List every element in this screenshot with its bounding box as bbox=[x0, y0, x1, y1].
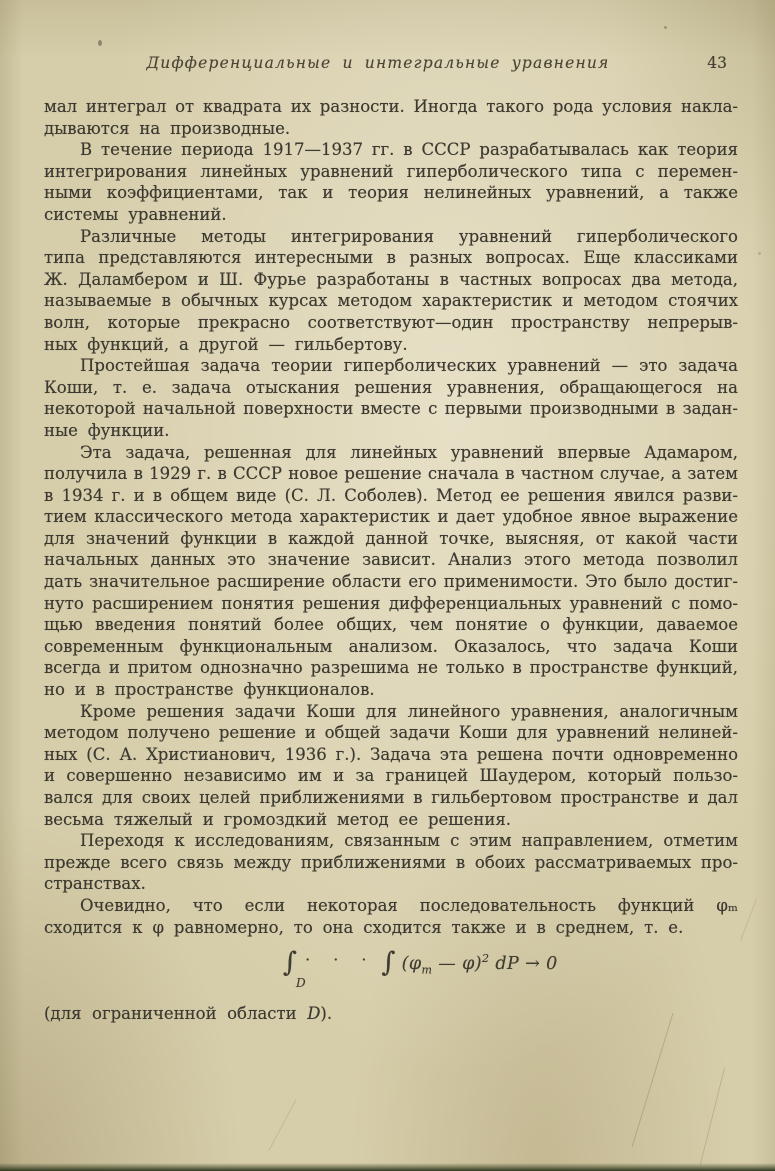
text-line: Кроме решения задачи Коши для линейного уравнения, аналогичным bbox=[80, 701, 738, 721]
text-line: тием классического метода характеристик и дает удобное явное выражение bbox=[44, 507, 738, 527]
display-formula bbox=[283, 948, 558, 998]
scratch-mark bbox=[700, 1067, 725, 1164]
text-line: нуто расширением понятия решения дифференциальных уравнений с помо- bbox=[44, 593, 738, 613]
text-line: типа представляются интересными в разных вопросах. Еще классиками bbox=[44, 248, 738, 268]
text-line: странствах. bbox=[44, 874, 146, 894]
domain-variable: D bbox=[307, 1004, 321, 1023]
closing-note: (для ограниченной области D). bbox=[44, 1004, 333, 1023]
text-line: Очевидно, что если некоторая последовательность функций φₘ bbox=[80, 895, 738, 915]
formula-dots: · · · bbox=[305, 950, 376, 969]
integral-sign: ∫ bbox=[381, 947, 396, 978]
text-line: называемые в обычных курсах методом характеристик и методом стоячих bbox=[44, 291, 738, 311]
paragraph bbox=[44, 355, 738, 441]
paragraph bbox=[44, 139, 738, 225]
scratch-mark bbox=[268, 1099, 296, 1151]
ink-speck bbox=[664, 26, 667, 29]
text-line: Переходя к исследованиям, связанным с этим направлением, отметим bbox=[80, 831, 738, 851]
scratch-mark bbox=[632, 1013, 674, 1147]
ink-speck bbox=[758, 252, 761, 255]
text-line: волн, которые прекрасно соответствуют—один пространству непрерыв- bbox=[44, 312, 738, 332]
text-line: но и в пространстве функционалов. bbox=[44, 680, 375, 700]
text-line: ных функций, а другой — гильбертову. bbox=[44, 334, 408, 354]
integral-domain-label: D bbox=[296, 976, 306, 990]
text-line: интегрирования линейных уравнений гиперболического типа с перемен- bbox=[44, 161, 738, 181]
text-line: вался для своих целей приближениями в гильбертовом пространстве и дал bbox=[44, 788, 738, 807]
text-line: прежде всего связь между приближениями в обоих рассматриваемых про- bbox=[44, 852, 738, 872]
text-line: некоторой начальной поверхности вместе с первыми производными в задан- bbox=[44, 399, 738, 419]
page-bottom-edge bbox=[0, 1163, 775, 1171]
text-line: ными коэффициентами, так и теория нелинейных уравнений, а также bbox=[44, 183, 738, 203]
text-line: в 1934 г. и в общем виде (С. Л. Соболев). Метод ее решения явился разви- bbox=[44, 485, 738, 505]
paragraph bbox=[44, 226, 738, 356]
text-line: ных (С. А. Христианович, 1936 г.). Задача эта решена почти одновременно bbox=[44, 744, 738, 764]
text-line: Ж. Даламбером и Ш. Фурье разработаны в частных вопросах два метода, bbox=[44, 269, 738, 289]
text-line: ные функции. bbox=[44, 420, 170, 440]
text-line: дать значительное расширение области его применимости. Это было достиг- bbox=[44, 572, 738, 592]
scratch-mark bbox=[740, 899, 757, 940]
running-header-title: Дифференциальные и интегральные уравнения bbox=[146, 54, 610, 72]
paragraph bbox=[44, 442, 738, 701]
text-line: всегда и притом однозначно разрешима не только в пространстве функций, bbox=[44, 658, 738, 678]
paragraph bbox=[44, 96, 738, 139]
text-line: системы уравнений. bbox=[44, 204, 227, 224]
text-line: щью введения понятий более общих, чем понятие о функции, даваемое bbox=[44, 615, 738, 635]
text-line: для значений функции в каждой данной точке, выясняя, от какой части bbox=[44, 528, 738, 548]
text-line: Различные методы интегрирования уравнений гиперболического bbox=[80, 226, 738, 246]
text-column bbox=[44, 96, 738, 938]
text-line: Коши, т. е. задача отыскания решения уравнения, обращающегося на bbox=[44, 377, 738, 397]
text-line: начальных данных это значение зависит. Анализ этого метода позволил bbox=[44, 550, 738, 570]
paragraph bbox=[44, 830, 738, 895]
text-line: мал интеграл от квадрата их разности. Иногда такого рода условия накла- bbox=[44, 97, 738, 116]
ink-speck bbox=[98, 40, 102, 46]
paragraph bbox=[44, 701, 738, 831]
text-line: Простейшая задача теории гиперболических уравнений — это задача bbox=[80, 356, 738, 376]
page-number: 43 bbox=[707, 54, 727, 72]
integral-sign: ∫ D bbox=[283, 947, 306, 990]
paragraph bbox=[44, 895, 738, 938]
text-line: весьма тяжелый и громоздкий метод ее решения. bbox=[44, 809, 512, 829]
text-line: и совершенно независимо им и за границей Шаудером, который пользо- bbox=[44, 766, 738, 786]
text-line: В течение периода 1917—1937 гг. в СССР разрабатывалась как теория bbox=[80, 140, 738, 160]
text-line: сходится к φ равномерно, то она сходится также и в среднем, т. е. bbox=[44, 917, 684, 937]
text-line: получила в 1929 г. в СССР новое решение сначала в частном случае, а затем bbox=[44, 464, 738, 484]
text-line: дываются на производные. bbox=[44, 118, 291, 138]
text-line: современным функциональным анализом. Оказалось, что задача Коши bbox=[44, 636, 738, 656]
text-line: Эта задача, решенная для линейных уравнений впервые Адамаром, bbox=[80, 442, 738, 462]
formula-expression: ($\varphi_m$ — φ)$^2$ dP → 0 bbox=[401, 952, 558, 977]
text-line: методом получено решение и общей задачи Коши для уравнений нелиней- bbox=[44, 723, 738, 743]
